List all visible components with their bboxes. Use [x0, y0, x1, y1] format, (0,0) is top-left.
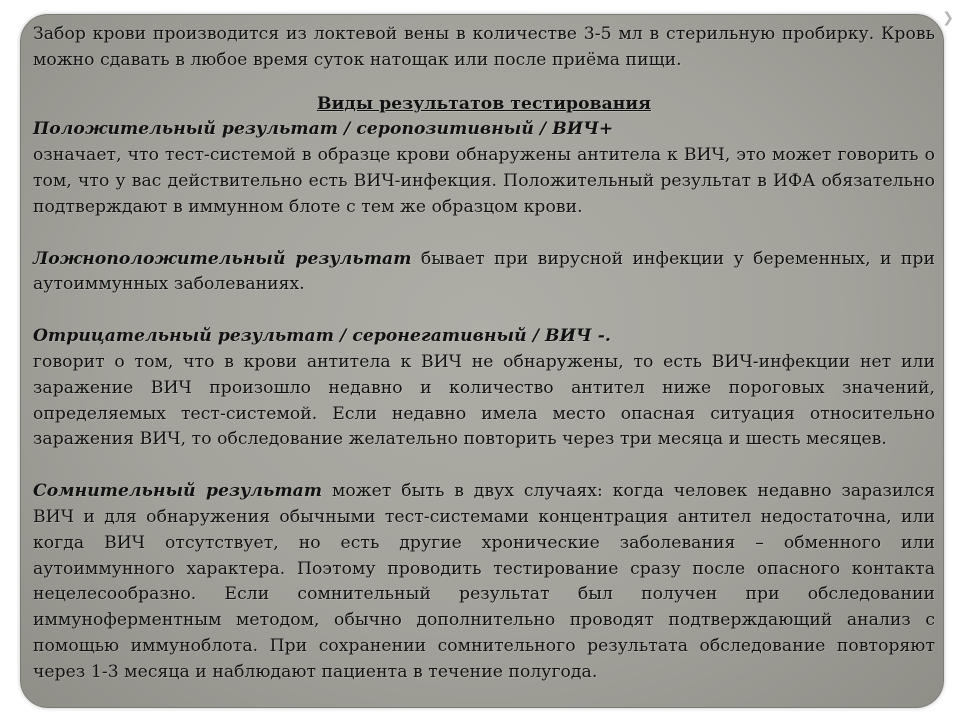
negative-result-text: говорит о том, что в крови антитела к ВИЧ не обнаружены, то есть ВИЧ-инфекции нет или заражение ВИЧ произошло недавно и количество антител ниже пороговых значений, определяемых тест-системой. Если недавно имела место опасная ситуация относительно заражения ВИЧ, то обследование желательно повторить через три месяца и шесть месяцев.: [33, 351, 935, 450]
positive-result-title: Положительный результат / серопозитивный / ВИЧ+: [33, 119, 614, 140]
doubtful-result-title: Сомнительный результат: [33, 481, 323, 502]
false-positive-title: Ложноположительный результат: [33, 248, 412, 269]
intro-paragraph: Забор крови производится из локтевой вены в количестве 3-5 мл в стерильную пробирку. Кровь можно сдавать в любое время суток натощак или после приёма пищи.: [33, 24, 935, 70]
negative-result-paragraph: [33, 324, 935, 453]
false-positive-paragraph: [33, 247, 935, 299]
negative-result-title: Отрицательный результат / серонегативный / ВИЧ -.: [33, 326, 611, 347]
slide-text-body: [33, 22, 935, 686]
positive-result-text: означает, что тест-системой в образце крови обнаружены антитела к ВИЧ, это может говорить о том, что у вас действительно есть ВИЧ-инфекция. Положительный результат в ИФА обязательно подтверждают в иммунном блоте с тем же образцом крови.: [33, 145, 935, 217]
spacer: [33, 298, 935, 324]
spacer: [33, 221, 935, 247]
spacer: [33, 453, 935, 479]
false-positive-text: бывает при вирусной инфекции у беременных, и при аутоиммунных заболеваниях.: [33, 248, 935, 295]
doubtful-result-paragraph: [33, 479, 935, 685]
slide-corner-arrow-icon: ❯: [942, 10, 954, 26]
doubtful-result-text: может быть в двух случаях: когда человек недавно заразился ВИЧ и для обнаружения обычными тест-системами концентрация антител недостаточна, или когда ВИЧ отсутствует, но есть другие хронические заболевания – обменного или аутоиммунного характера. Поэтому проводить тестирование сразу после опасного контакта нецелесообразно. Если сомнительный результат был получен при обследовании иммуноферментным методом, обычно дополнительно проводят подтверждающий анализ с помощью иммуноблота. При сохранении сомнительного результата обследование повторяют через 1-3 месяца и наблюдают пациента в течение полугода.: [33, 481, 935, 682]
results-heading: Виды результатов тестирования: [317, 93, 651, 114]
spacer: [33, 74, 935, 92]
positive-result-paragraph: [33, 117, 935, 220]
